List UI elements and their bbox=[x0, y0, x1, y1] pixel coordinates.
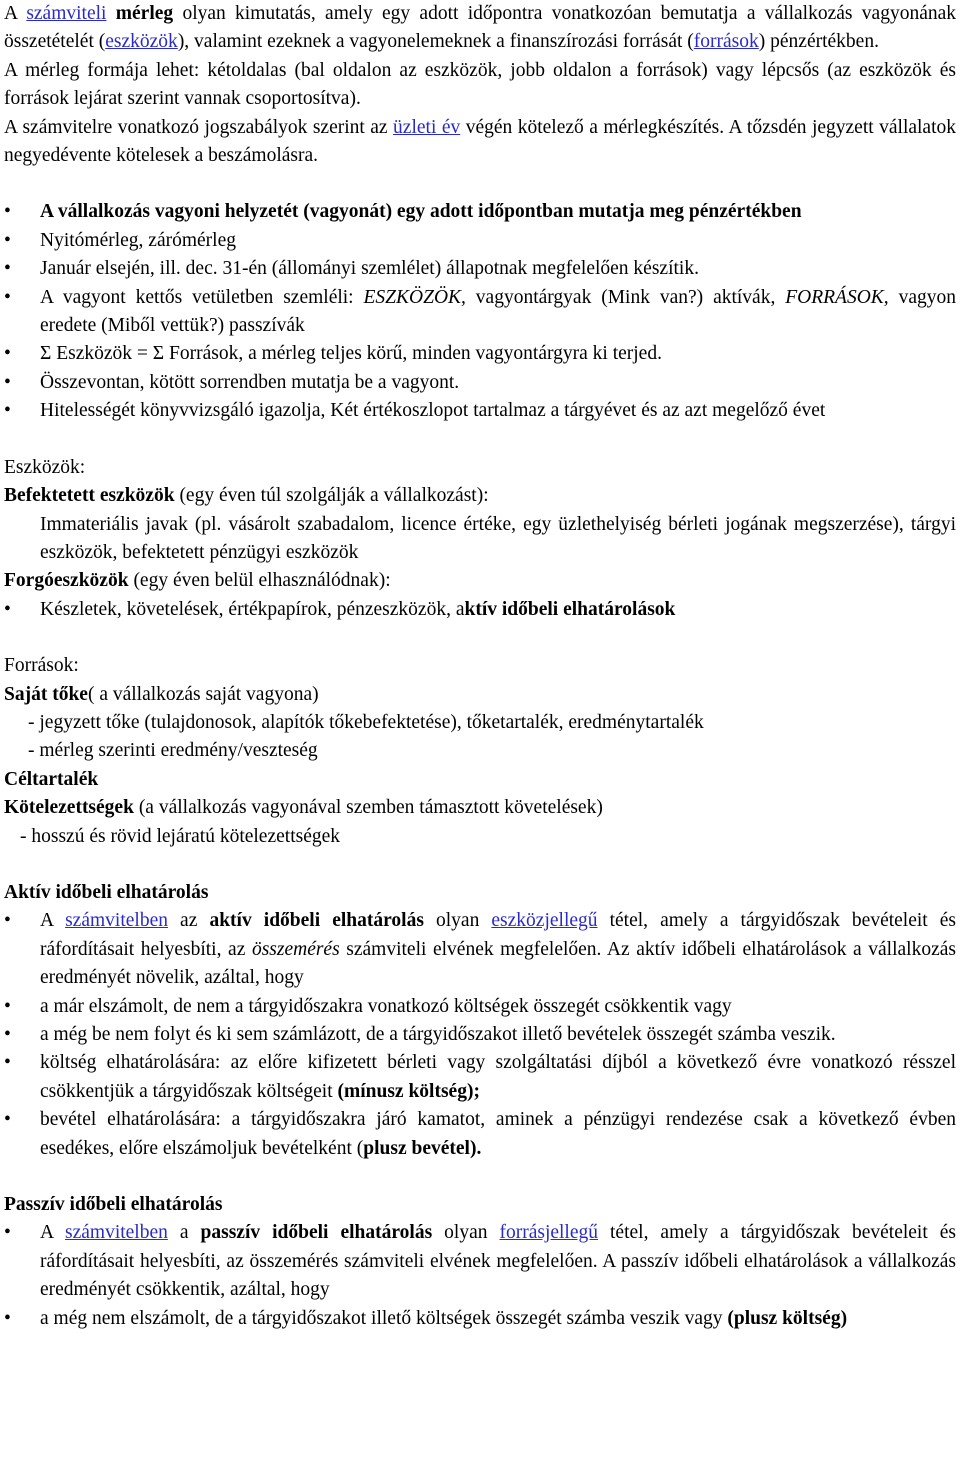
link-szamvitelben[interactable]: számvitelben bbox=[65, 1222, 168, 1244]
text: olyan bbox=[432, 1222, 500, 1244]
link-szamviteli[interactable]: számviteli bbox=[26, 3, 107, 24]
bold-text: Passzív időbeli elhatárolás bbox=[4, 1194, 223, 1216]
list-item bbox=[4, 1049, 956, 1106]
list-item: • Január elsején, ill. dec. 31-én (állományi szemlélet) állapotnak megfelelően készítik. bbox=[4, 255, 956, 283]
bold-text: Céltartalék bbox=[4, 768, 99, 790]
text: A számvitelre vonatkozó jogszabályok szerint az bbox=[4, 116, 394, 138]
sajat-toke-item-2: - mérleg szerinti eredmény/veszteség bbox=[28, 740, 318, 762]
list-item: • Hitelességét könyvvizsgáló igazolja, Két értékoszlopot tartalmaz a tárgyévet és az azt megelőző évet bbox=[4, 397, 956, 425]
kotelezettsegek-line bbox=[4, 794, 956, 822]
list-item: • a még be nem folyt és ki sem számlázott, de a tárgyidőszakot illető bevételek összegét számba veszik. bbox=[4, 1021, 956, 1049]
bold-text: passzív időbeli elhatárolás bbox=[200, 1222, 433, 1244]
spacer bbox=[4, 170, 956, 198]
immaterialis-paragraph: Immateriális javak (pl. vásárolt szabadalom, licence értéke, egy üzlethelyiség bérleti jogának megszerzése), tárgyi eszközök, befektetett pénzügyi eszközök bbox=[40, 513, 956, 563]
text: a még nem elszámolt, de a tárgyidőszakot illető költségek összegét számba veszik vagy bbox=[40, 1307, 728, 1329]
section-heading-aktiv bbox=[4, 879, 956, 907]
bold-text: Aktív időbeli elhatárolás bbox=[4, 881, 209, 903]
text: A bbox=[40, 1222, 65, 1244]
text: olyan kimutatás, amely egy adott időpontra vonatkozóan bemutatja a vállalkozás vagyonának összetételét ( bbox=[4, 3, 956, 53]
list-item bbox=[4, 907, 956, 992]
text: az bbox=[167, 910, 210, 932]
text: (a vállalkozás vagyonával szemben támasztott követelések) bbox=[133, 797, 603, 819]
text: végén kötelező a mérlegkészítés. A tőzsdén jegyzett vállalatok negyedévente kötelesek a beszámolásra. bbox=[4, 116, 957, 167]
intro-paragraph-1 bbox=[4, 0, 956, 57]
italic-text: ESZKÖZÖK, bbox=[363, 286, 466, 308]
text: A bbox=[40, 910, 66, 932]
spacer bbox=[4, 426, 956, 454]
text: ( a vállalkozás saját vagyona) bbox=[87, 683, 319, 705]
bold-text: plusz bevétel). bbox=[363, 1137, 482, 1159]
text: A vagyont kettős vetületben szemléli: bbox=[40, 286, 364, 308]
spacer bbox=[4, 1163, 956, 1191]
sajat-toke-line bbox=[4, 681, 956, 709]
list-item bbox=[4, 198, 956, 226]
aktiv-list bbox=[4, 907, 956, 1163]
text: költség elhatárolására: az előre kifizetett bérleti vagy szolgáltatási díjból a következő évre vonatkozó résszel csökkentjük a tárgyidőszak költségeit bbox=[40, 1052, 956, 1102]
list-item bbox=[4, 284, 956, 341]
befektetett-line bbox=[4, 482, 956, 510]
forgoeszkozok-list bbox=[4, 596, 956, 624]
text: A bbox=[4, 3, 27, 24]
sajat-toke-item-1: - jegyzett tőke (tulajdonosok, alapítók tőkebefektetése), tőketartalék, eredménytartalék bbox=[28, 711, 704, 733]
spacer bbox=[4, 851, 956, 879]
bold-text: (plusz költség) bbox=[727, 1307, 848, 1329]
list-item: • Σ Eszközök = Σ Források, a mérleg teljes körű, minden vagyontárgyra ki terjed. bbox=[4, 340, 956, 368]
section-heading-forrasok: Források: bbox=[4, 655, 79, 677]
text: vagyon eredete (Miből vettük?) passzívák bbox=[40, 286, 956, 337]
text: a bbox=[167, 1222, 201, 1244]
text: ) pénzértékben. bbox=[758, 31, 879, 53]
list-item: • a már elszámolt, de nem a tárgyidőszakra vonatkozó költségek összegét csökkentik vagy bbox=[4, 993, 956, 1021]
link-szamvitelben[interactable]: számvitelben bbox=[65, 910, 168, 932]
term-merleg: mérleg bbox=[115, 3, 174, 24]
text: vagyontárgyak (Mink van?) aktívák, bbox=[465, 286, 786, 308]
text: bevétel elhatárolására: a tárgyidőszakra járó kamatot, aminek a pénzügyi rendezése csak a következő évben esedékes, előre elszámoljuk bevételként ( bbox=[40, 1109, 956, 1159]
italic-text: FORRÁSOK, bbox=[785, 286, 889, 308]
list-item bbox=[4, 1219, 956, 1304]
bold-text: (mínusz költség); bbox=[337, 1080, 480, 1102]
kotelezettsegek-item: - hosszú és rövid lejáratú kötelezettségek bbox=[20, 825, 341, 847]
text: számviteli elvének megfelelően. Az aktív időbeli elhatárolások a vállalkozás eredményét növelik, azáltal, hogy bbox=[40, 938, 956, 989]
passziv-list bbox=[4, 1219, 956, 1333]
celtartalek-line bbox=[4, 766, 956, 794]
section-heading-eszkozok: Eszközök: bbox=[4, 456, 86, 478]
link-forrasjellegu[interactable]: forrásjellegű bbox=[499, 1222, 599, 1244]
text: Készletek, követelések, értékpapírok, pénzeszközök, a bbox=[40, 598, 465, 620]
balance-bullet-list bbox=[4, 198, 956, 425]
text: olyan bbox=[423, 910, 492, 932]
bold-text: Saját tőke bbox=[4, 683, 88, 705]
list-item: • Összevontan, kötött sorrendben mutatja be a vagyont. bbox=[4, 369, 956, 397]
text: ), valamint ezeknek a vagyonelemeknek a finanszírozási forrását ( bbox=[177, 31, 694, 53]
text: tétel, amely a tárgyidőszak bevételeit és ráfordításait helyesbíti, az bbox=[40, 910, 957, 960]
bold-text: Kötelezettségek bbox=[4, 797, 134, 819]
forgoeszkozok-line bbox=[4, 567, 956, 595]
intro-paragraph-3 bbox=[4, 114, 956, 171]
link-eszkozjellegu[interactable]: eszközjellegű bbox=[491, 910, 598, 932]
text: tétel, amely a tárgyidőszak bevételeit és ráfordításait helyesbíti, az összemérés számviteli elvének megfelelően. A passzív időbeli elhatárolások a vállalkozás eredményét csökkentik, azáltal, hogy bbox=[40, 1222, 956, 1301]
italic-text: összemérés bbox=[251, 938, 340, 960]
list-item bbox=[4, 596, 956, 624]
text: (egy éven túl szolgálják a vállalkozást): bbox=[174, 485, 489, 507]
bold-text: Forgóeszközök bbox=[4, 570, 129, 592]
link-uzleti-ev[interactable]: üzleti év bbox=[393, 116, 461, 138]
list-item bbox=[4, 1106, 956, 1163]
text: (egy éven belül elhasználódnak): bbox=[128, 570, 391, 592]
bold-text: aktív időbeli elhatárolás bbox=[209, 910, 424, 932]
bold-text: Befektetett eszközök bbox=[4, 485, 175, 507]
list-item: • Nyitómérleg, zárómérleg bbox=[4, 227, 956, 255]
link-forrasok[interactable]: források bbox=[693, 31, 759, 53]
spacer bbox=[4, 624, 956, 652]
bold-text: A vállalkozás vagyoni helyzetét (vagyonát) egy adott időpontban mutatja meg pénzértékben bbox=[40, 201, 802, 223]
bold-text: ktív időbeli elhatárolások bbox=[464, 598, 676, 620]
section-heading-passziv bbox=[4, 1191, 956, 1219]
list-item bbox=[4, 1305, 956, 1333]
link-eszkozok[interactable]: eszközök bbox=[105, 31, 178, 53]
intro-paragraph-2: A mérleg formája lehet: kétoldalas (bal oldalon az eszközök, jobb oldalon a források) vagy lépcsős (az eszközök és források lejárat szerint vannak csoportosítva). bbox=[4, 59, 956, 110]
